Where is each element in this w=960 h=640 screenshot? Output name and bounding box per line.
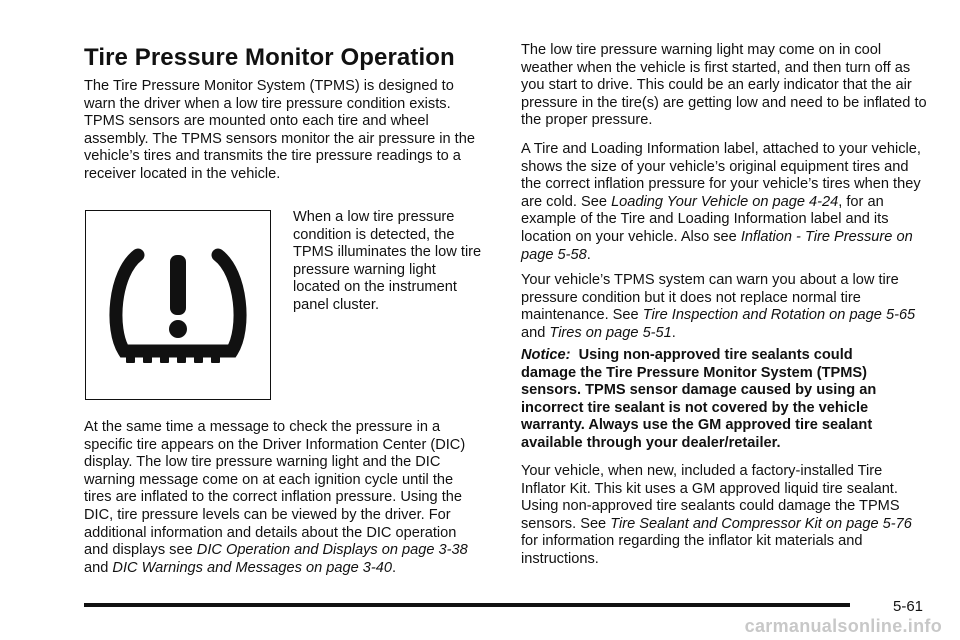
dic-operation-link[interactable]: DIC Operation and Displays on page 3-38 <box>196 542 468 559</box>
tires-link[interactable]: Tires on page 5-51 <box>549 324 672 341</box>
tpms-warning-icon <box>86 211 270 399</box>
notice-body: Using non-approved tire sealants could damage the Tire Pressure Monitor System (TPMS) sensors. TPMS sensor damage caused by using an incorrect tire sealant is not covered by the vehicle warranty. Always use the GM approved tire sealant available through your dealer/retailer. <box>521 347 877 451</box>
period-text: . <box>392 559 397 576</box>
label-paragraph <box>521 141 931 264</box>
loading-vehicle-link[interactable]: Loading Your Vehicle on page 4-24 <box>611 193 839 210</box>
maintenance-paragraph <box>521 272 931 342</box>
maintenance-text: Your vehicle’s TPMS system can warn you about a low tire pressure condition but it does not replace normal tire maintenance. See <box>521 272 899 324</box>
page-title: Tire Pressure Monitor Operation <box>84 44 455 71</box>
notice-label: Notice: <box>521 347 571 363</box>
page-number: 5-61 <box>893 598 924 615</box>
period-text: . <box>586 246 591 263</box>
dic-paragraph <box>84 419 484 577</box>
notice-paragraph <box>521 347 911 453</box>
label-text-2: , for an example of the Tire and Loading Information label and its location on your vehicle. Also see <box>521 193 889 245</box>
and-text: and <box>84 559 113 576</box>
label-text: A Tire and Loading Information label, attached to your vehicle, shows the size of your vehicle’s original equipment tires and the correct inflation pressure for your vehicle’s tires when they are cold. See <box>521 141 921 210</box>
icon-caption-paragraph: When a low tire pressure condition is detected, the TPMS illuminates the low tire pressure warning light located on the instrument panel cluster. <box>293 209 482 313</box>
watermark: carmanualsonline.info <box>744 616 942 636</box>
inflator-kit-paragraph <box>521 463 921 569</box>
period-text: . <box>671 324 676 341</box>
intro-paragraph: The Tire Pressure Monitor System (TPMS) is designed to warn the driver when a low tire pressure condition exists. TPMS sensors are mounted onto each tire and wheel assembly. The TPMS sensors monitor the air pressure in the vehicle’s tires and transmits the tire pressure readings to a receiver located in the vehicle. <box>84 78 475 182</box>
tpms-icon-box <box>85 210 271 400</box>
inflator-text: Your vehicle, when new, included a factory-installed Tire Inflator Kit. This kit uses a GM approved liquid tire sealant. Using non-approved tire sealants could damage the TPMS sensors. See <box>521 463 900 532</box>
inflation-link[interactable]: Inflation - Tire Pressure on page 5-58 <box>521 228 913 263</box>
dic-text: At the same time a message to check the pressure in a specific tire appears on the Driver Information Center (DIC) display. The low tire pressure warning light and the DIC warning message come on at each ignition cycle until the tires are inflated to the correct inflation pressure. Using the DIC, tire pressure levels can be viewed by the driver. For additional information and details about the DIC operation and displays see <box>84 419 466 559</box>
cool-weather-paragraph: The low tire pressure warning light may come on in cool weather when the vehicle is first started, and then turn off as you start to drive. This could be an early indicator that the air pressure in the tire(s) are getting low and need to be inflated to the proper pressure. <box>521 42 927 129</box>
inflator-text-end: for information regarding the inflator kit materials and instructions. <box>521 533 863 567</box>
tire-inspection-link[interactable]: Tire Inspection and Rotation on page 5-65 <box>642 307 916 324</box>
footer-rule <box>84 603 850 607</box>
sealant-compressor-link[interactable]: Tire Sealant and Compressor Kit on page 5-76 <box>610 515 912 532</box>
and-text: and <box>521 324 550 341</box>
dic-warnings-link[interactable]: DIC Warnings and Messages on page 3-40 <box>112 559 393 576</box>
